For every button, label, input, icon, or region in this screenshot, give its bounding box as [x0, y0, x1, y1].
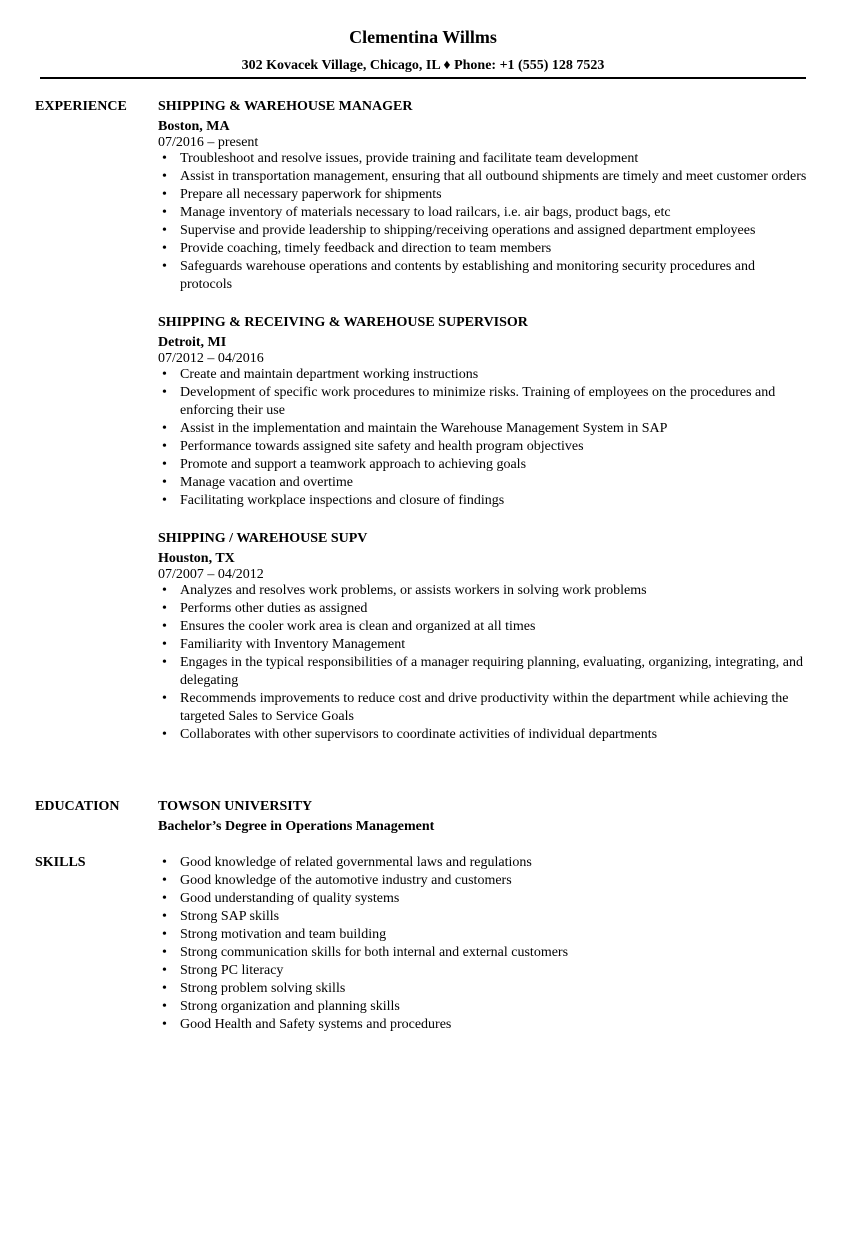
list-item-text: Strong SAP skills: [180, 909, 280, 924]
list-item-text: Good Health and Safety systems and procedures: [180, 1017, 452, 1032]
list-item-text: Promote and support a teamwork approach to achieving goals: [180, 457, 527, 472]
bullet-icon: •: [162, 457, 167, 472]
list-item: [158, 980, 810, 998]
list-item: [158, 636, 810, 654]
list-item: [158, 240, 810, 258]
list-item-text: Assist in the implementation and maintain the Warehouse Management System in SAP: [180, 421, 668, 436]
degree-name: Bachelor’s Degree in Operations Management: [158, 819, 435, 834]
list-item: [158, 854, 810, 872]
bullet-icon: •: [162, 637, 167, 652]
candidate-name: Clementina Willms: [349, 27, 497, 47]
list-item: [158, 420, 810, 438]
list-item: [158, 204, 810, 222]
bullet-icon: •: [162, 927, 167, 942]
bullet-icon: •: [162, 475, 167, 490]
list-item-text: Strong PC literacy: [180, 963, 284, 978]
list-item-text: Manage inventory of materials necessary to load railcars, i.e. air bags, product bags, etc: [180, 205, 671, 220]
list-item-text: Provide coaching, timely feedback and direction to team members: [180, 241, 552, 256]
list-item-text: Good knowledge of the automotive industry and customers: [180, 873, 512, 888]
list-item: [158, 726, 810, 744]
list-item-text: Troubleshoot and resolve issues, provide training and facilitate team development: [180, 151, 639, 166]
list-item-text: Familiarity with Inventory Management: [180, 637, 406, 652]
bullet-icon: •: [162, 1017, 167, 1032]
list-item: [158, 366, 810, 384]
job-title: SHIPPING / WAREHOUSE SUPV: [158, 531, 368, 546]
contact-line: 302 Kovacek Village, Chicago, IL ♦ Phone: +1 (555) 128 7523: [241, 58, 605, 73]
bullet-icon: •: [162, 367, 167, 382]
list-item-text: Manage vacation and overtime: [180, 475, 353, 490]
list-item-text: Supervise and provide leadership to shipping/receiving operations and assigned department employees: [180, 223, 756, 238]
list-item-text: Good knowledge of related governmental laws and regulations: [180, 855, 532, 870]
skills-body: [158, 854, 810, 1034]
list-item-text: Recommends improvements to reduce cost and drive productivity within the department while achieving the targeted Sales to Service Goals: [180, 691, 789, 724]
bullet-icon: •: [162, 691, 167, 706]
list-item: [158, 872, 810, 890]
list-item: [158, 890, 810, 908]
list-item: [158, 600, 810, 618]
experience-body: [158, 98, 810, 764]
bullet-icon: •: [162, 891, 167, 906]
header-divider: [40, 77, 806, 79]
list-item-text: Assist in transportation management, ensuring that all outbound shipments are timely and meet customer orders: [180, 169, 807, 184]
bullet-icon: •: [162, 493, 167, 508]
job-dates: 07/2012 – 04/2016: [158, 351, 264, 366]
bullet-icon: •: [162, 963, 167, 978]
list-item-text: Analyzes and resolves work problems, or assists workers in solving work problems: [180, 583, 647, 598]
job-duties-list: [158, 150, 810, 294]
list-item: [158, 926, 810, 944]
job-duties-list: [158, 366, 810, 510]
list-item: [158, 384, 810, 420]
bullet-icon: •: [162, 187, 167, 202]
education-body: [158, 798, 810, 836]
bullet-icon: •: [162, 945, 167, 960]
bullet-icon: •: [162, 169, 167, 184]
list-item: [158, 168, 810, 186]
job-location: Detroit, MI: [158, 335, 227, 350]
job-location: Boston, MA: [158, 119, 230, 134]
job-entry: [158, 98, 810, 294]
list-item-text: Performs other duties as assigned: [180, 601, 368, 616]
bullet-icon: •: [162, 981, 167, 996]
list-item: [158, 438, 810, 456]
list-item-text: Facilitating workplace inspections and closure of findings: [180, 493, 505, 508]
bullet-icon: •: [162, 655, 167, 670]
school-name: TOWSON UNIVERSITY: [158, 799, 313, 814]
skills-list: [158, 854, 810, 1034]
bullet-icon: •: [162, 855, 167, 870]
bullet-icon: •: [162, 223, 167, 238]
list-item: [158, 618, 810, 636]
bullet-icon: •: [162, 241, 167, 256]
list-item-text: Strong motivation and team building: [180, 927, 387, 942]
section-label-experience: EXPERIENCE: [35, 99, 127, 114]
list-item-text: Create and maintain department working instructions: [180, 367, 479, 382]
list-item: [158, 690, 810, 726]
list-item: [158, 150, 810, 168]
list-item-text: Strong problem solving skills: [180, 981, 346, 996]
list-item-text: Good understanding of quality systems: [180, 891, 400, 906]
job-entry: [158, 314, 810, 510]
list-item: [158, 186, 810, 204]
list-item-text: Performance towards assigned site safety and health program objectives: [180, 439, 584, 454]
list-item: [158, 258, 810, 294]
bullet-icon: •: [162, 421, 167, 436]
list-item: [158, 456, 810, 474]
bullet-icon: •: [162, 259, 167, 274]
list-item-text: Prepare all necessary paperwork for shipments: [180, 187, 442, 202]
bullet-icon: •: [162, 583, 167, 598]
list-item: [158, 222, 810, 240]
bullet-icon: •: [162, 385, 167, 400]
list-item-text: Safeguards warehouse operations and contents by establishing and monitoring security procedures and protocols: [180, 259, 756, 292]
list-item-text: Strong communication skills for both internal and external customers: [180, 945, 569, 960]
list-item: [158, 908, 810, 926]
list-item-text: Development of specific work procedures to minimize risks. Training of employees on the procedures and enforcing their use: [180, 385, 776, 418]
bullet-icon: •: [162, 619, 167, 634]
list-item: [158, 1016, 810, 1034]
job-duties-list: [158, 582, 810, 744]
bullet-icon: •: [162, 439, 167, 454]
bullet-icon: •: [162, 601, 167, 616]
section-label-skills: SKILLS: [35, 855, 86, 870]
list-item-text: Strong organization and planning skills: [180, 999, 400, 1014]
job-location: Houston, TX: [158, 551, 235, 566]
bullet-icon: •: [162, 909, 167, 924]
list-item: [158, 474, 810, 492]
list-item: [158, 962, 810, 980]
job-entry: [158, 530, 810, 744]
bullet-icon: •: [162, 999, 167, 1014]
bullet-icon: •: [162, 151, 167, 166]
list-item: [158, 998, 810, 1016]
job-title: SHIPPING & RECEIVING & WAREHOUSE SUPERVISOR: [158, 315, 528, 330]
list-item: [158, 944, 810, 962]
bullet-icon: •: [162, 205, 167, 220]
section-label-education: EDUCATION: [35, 799, 120, 814]
bullet-icon: •: [162, 873, 167, 888]
resume-header: [40, 26, 806, 75]
list-item: [158, 582, 810, 600]
list-item-text: Engages in the typical responsibilities of a manager requiring planning, evaluating, organizing, integrating, and delegating: [180, 655, 803, 688]
job-dates: 07/2007 – 04/2012: [158, 567, 264, 582]
job-title: SHIPPING & WAREHOUSE MANAGER: [158, 99, 413, 114]
list-item: [158, 492, 810, 510]
job-dates: 07/2016 – present: [158, 135, 259, 150]
list-item-text: Ensures the cooler work area is clean and organized at all times: [180, 619, 536, 634]
list-item-text: Collaborates with other supervisors to coordinate activities of individual departments: [180, 727, 658, 742]
bullet-icon: •: [162, 727, 167, 742]
list-item: [158, 654, 810, 690]
